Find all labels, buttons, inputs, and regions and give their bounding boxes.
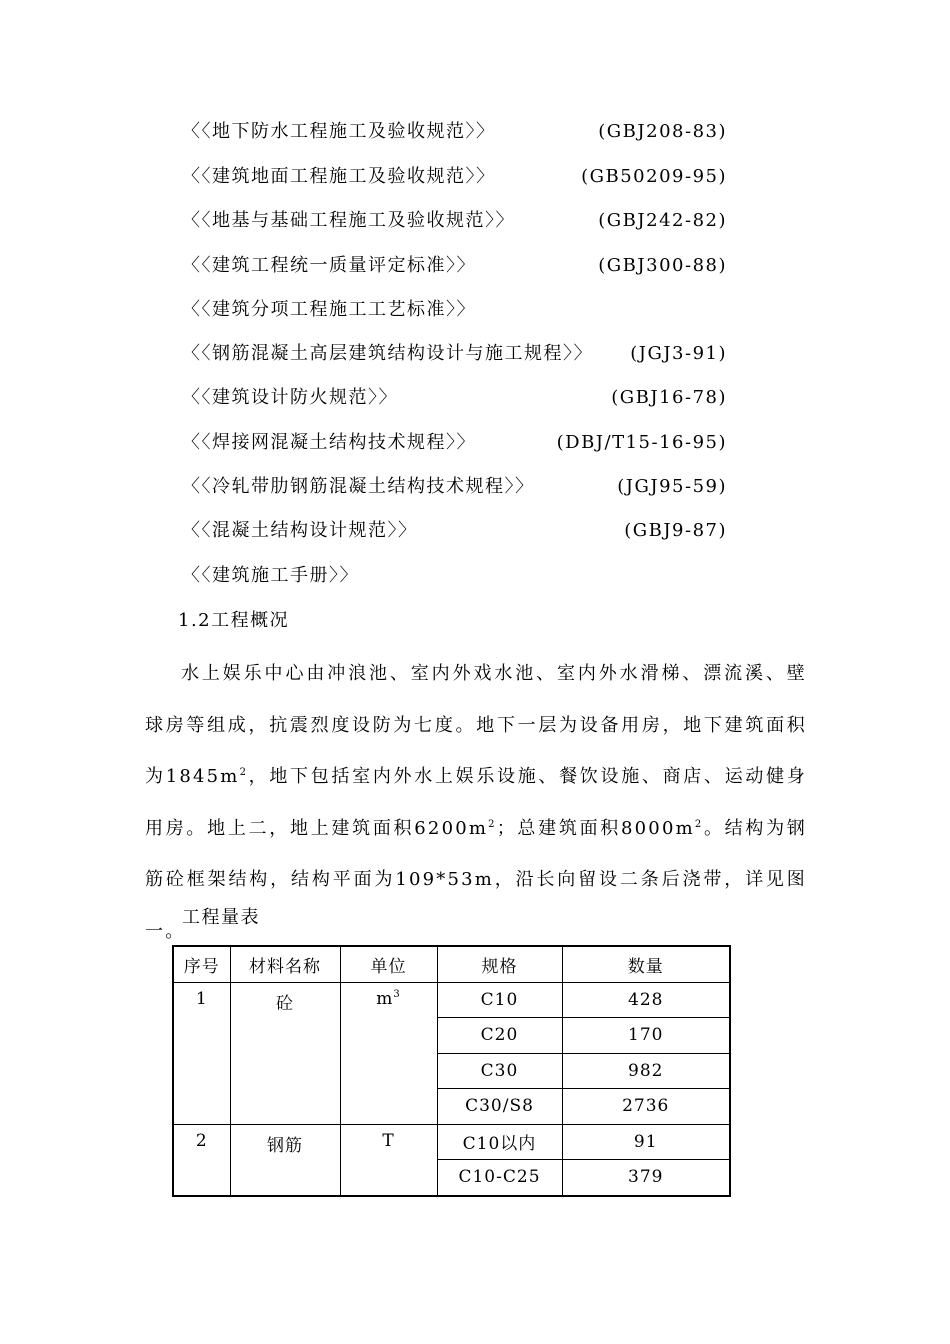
cell-unit: T xyxy=(340,1124,437,1196)
cell-qty: 428 xyxy=(562,982,730,1018)
standard-item xyxy=(182,341,727,367)
header-cell: 材料名称 xyxy=(230,946,340,982)
standard-title: 〈〈建筑施工手册〉〉 xyxy=(182,565,359,586)
standard-title: 〈〈建筑地面工程施工及验收规范〉〉 xyxy=(182,166,496,187)
standard-item xyxy=(182,297,727,323)
cell-no: 2 xyxy=(173,1124,230,1196)
standard-code: (GBJ9-87) xyxy=(624,520,727,541)
table-header-row xyxy=(173,946,730,982)
superscript: 2 xyxy=(239,767,249,778)
header-cell: 数量 xyxy=(562,946,730,982)
superscript: 2 xyxy=(488,818,497,830)
table-row xyxy=(173,1124,730,1160)
superscript: 2 xyxy=(694,818,704,830)
paragraph-text: 。结构为钢筋砼框架结构，结构平面为109*53m，沿长向留设二条后浇带，详见图一。 xyxy=(145,817,808,942)
cell-material: 砼 xyxy=(230,982,340,1124)
standard-title: 〈〈建筑设计防火规范〉〉 xyxy=(182,387,398,408)
table-title: 工程量表 xyxy=(182,907,260,928)
standard-title: 〈〈地基与基础工程施工及验收规范〉〉 xyxy=(182,210,515,231)
standard-item xyxy=(182,563,727,589)
standard-code: (DBJ/T15-16-95) xyxy=(556,432,727,453)
standard-item xyxy=(182,518,727,544)
standard-item xyxy=(182,385,727,411)
standard-code: (GBJ242-82) xyxy=(598,210,727,231)
table-row xyxy=(173,982,730,1018)
cell-qty: 379 xyxy=(562,1160,730,1196)
cell-spec: C30/S8 xyxy=(437,1089,562,1125)
standard-code: (JGJ3-91) xyxy=(630,343,727,364)
cell-spec: C20 xyxy=(437,1018,562,1054)
paragraph-text: 水上娱乐中心由冲浪池、室内外戏水池、室内外水滑梯、漂流溪、壁球房等组成，抗震烈度设防为七度。地下一层为设备用房，地下建筑面积为1845m xyxy=(145,663,807,787)
standard-code: (JGJ95-59) xyxy=(617,476,727,497)
standard-title: 〈〈建筑分项工程施工工艺标准〉〉 xyxy=(182,299,476,320)
standard-code: (GBJ208-83) xyxy=(598,121,727,142)
standard-title: 〈〈地下防水工程施工及验收规范〉〉 xyxy=(182,121,496,142)
header-cell: 单位 xyxy=(340,946,437,982)
cell-spec: C10以内 xyxy=(437,1124,562,1160)
paragraph-text: ；总建筑面积8000m xyxy=(496,817,695,839)
paragraph-text: ，地下包括室内外水上娱乐设施、餐饮设施、商店、运动健身用房。地上二，地上建筑面积6200m xyxy=(145,766,807,839)
standard-title: 〈〈混凝土结构设计规范〉〉 xyxy=(182,520,418,541)
cell-qty: 2736 xyxy=(562,1089,730,1125)
standard-title: 〈〈焊接网混凝土结构技术规程〉〉 xyxy=(182,432,476,453)
cell-spec: C30 xyxy=(437,1053,562,1089)
standard-code: (GBJ300-88) xyxy=(598,255,727,276)
cell-spec: C10-C25 xyxy=(437,1160,562,1196)
standard-item xyxy=(182,430,727,456)
standard-item xyxy=(182,119,727,145)
cell-qty: 170 xyxy=(562,1018,730,1054)
quantity-table xyxy=(172,945,731,1197)
header-cell: 序号 xyxy=(173,946,230,982)
cell-qty: 982 xyxy=(562,1053,730,1089)
cell-qty: 91 xyxy=(562,1124,730,1160)
standard-title: 〈〈建筑工程统一质量评定标准〉〉 xyxy=(182,255,476,276)
standard-code: (GBJ16-78) xyxy=(611,387,727,408)
section-heading: 1.2工程概况 xyxy=(178,610,290,631)
header-cell: 规格 xyxy=(437,946,562,982)
standard-item xyxy=(182,208,727,234)
standard-item xyxy=(182,253,727,279)
cell-unit xyxy=(340,982,437,1124)
cell-spec: C10 xyxy=(437,982,562,1018)
cell-material: 钢筋 xyxy=(230,1124,340,1196)
unit-text: m xyxy=(376,988,394,1009)
standard-item xyxy=(182,474,727,500)
standard-code: (GB50209-95) xyxy=(581,166,727,187)
superscript: 3 xyxy=(393,988,401,1000)
standard-title: 〈〈冷轧带肋钢筋混凝土结构技术规程〉〉 xyxy=(182,476,535,497)
standard-item xyxy=(182,164,727,190)
standard-title: 〈〈钢筋混凝土高层建筑结构设计与施工规程〉〉 xyxy=(182,343,593,364)
cell-no: 1 xyxy=(173,982,230,1124)
